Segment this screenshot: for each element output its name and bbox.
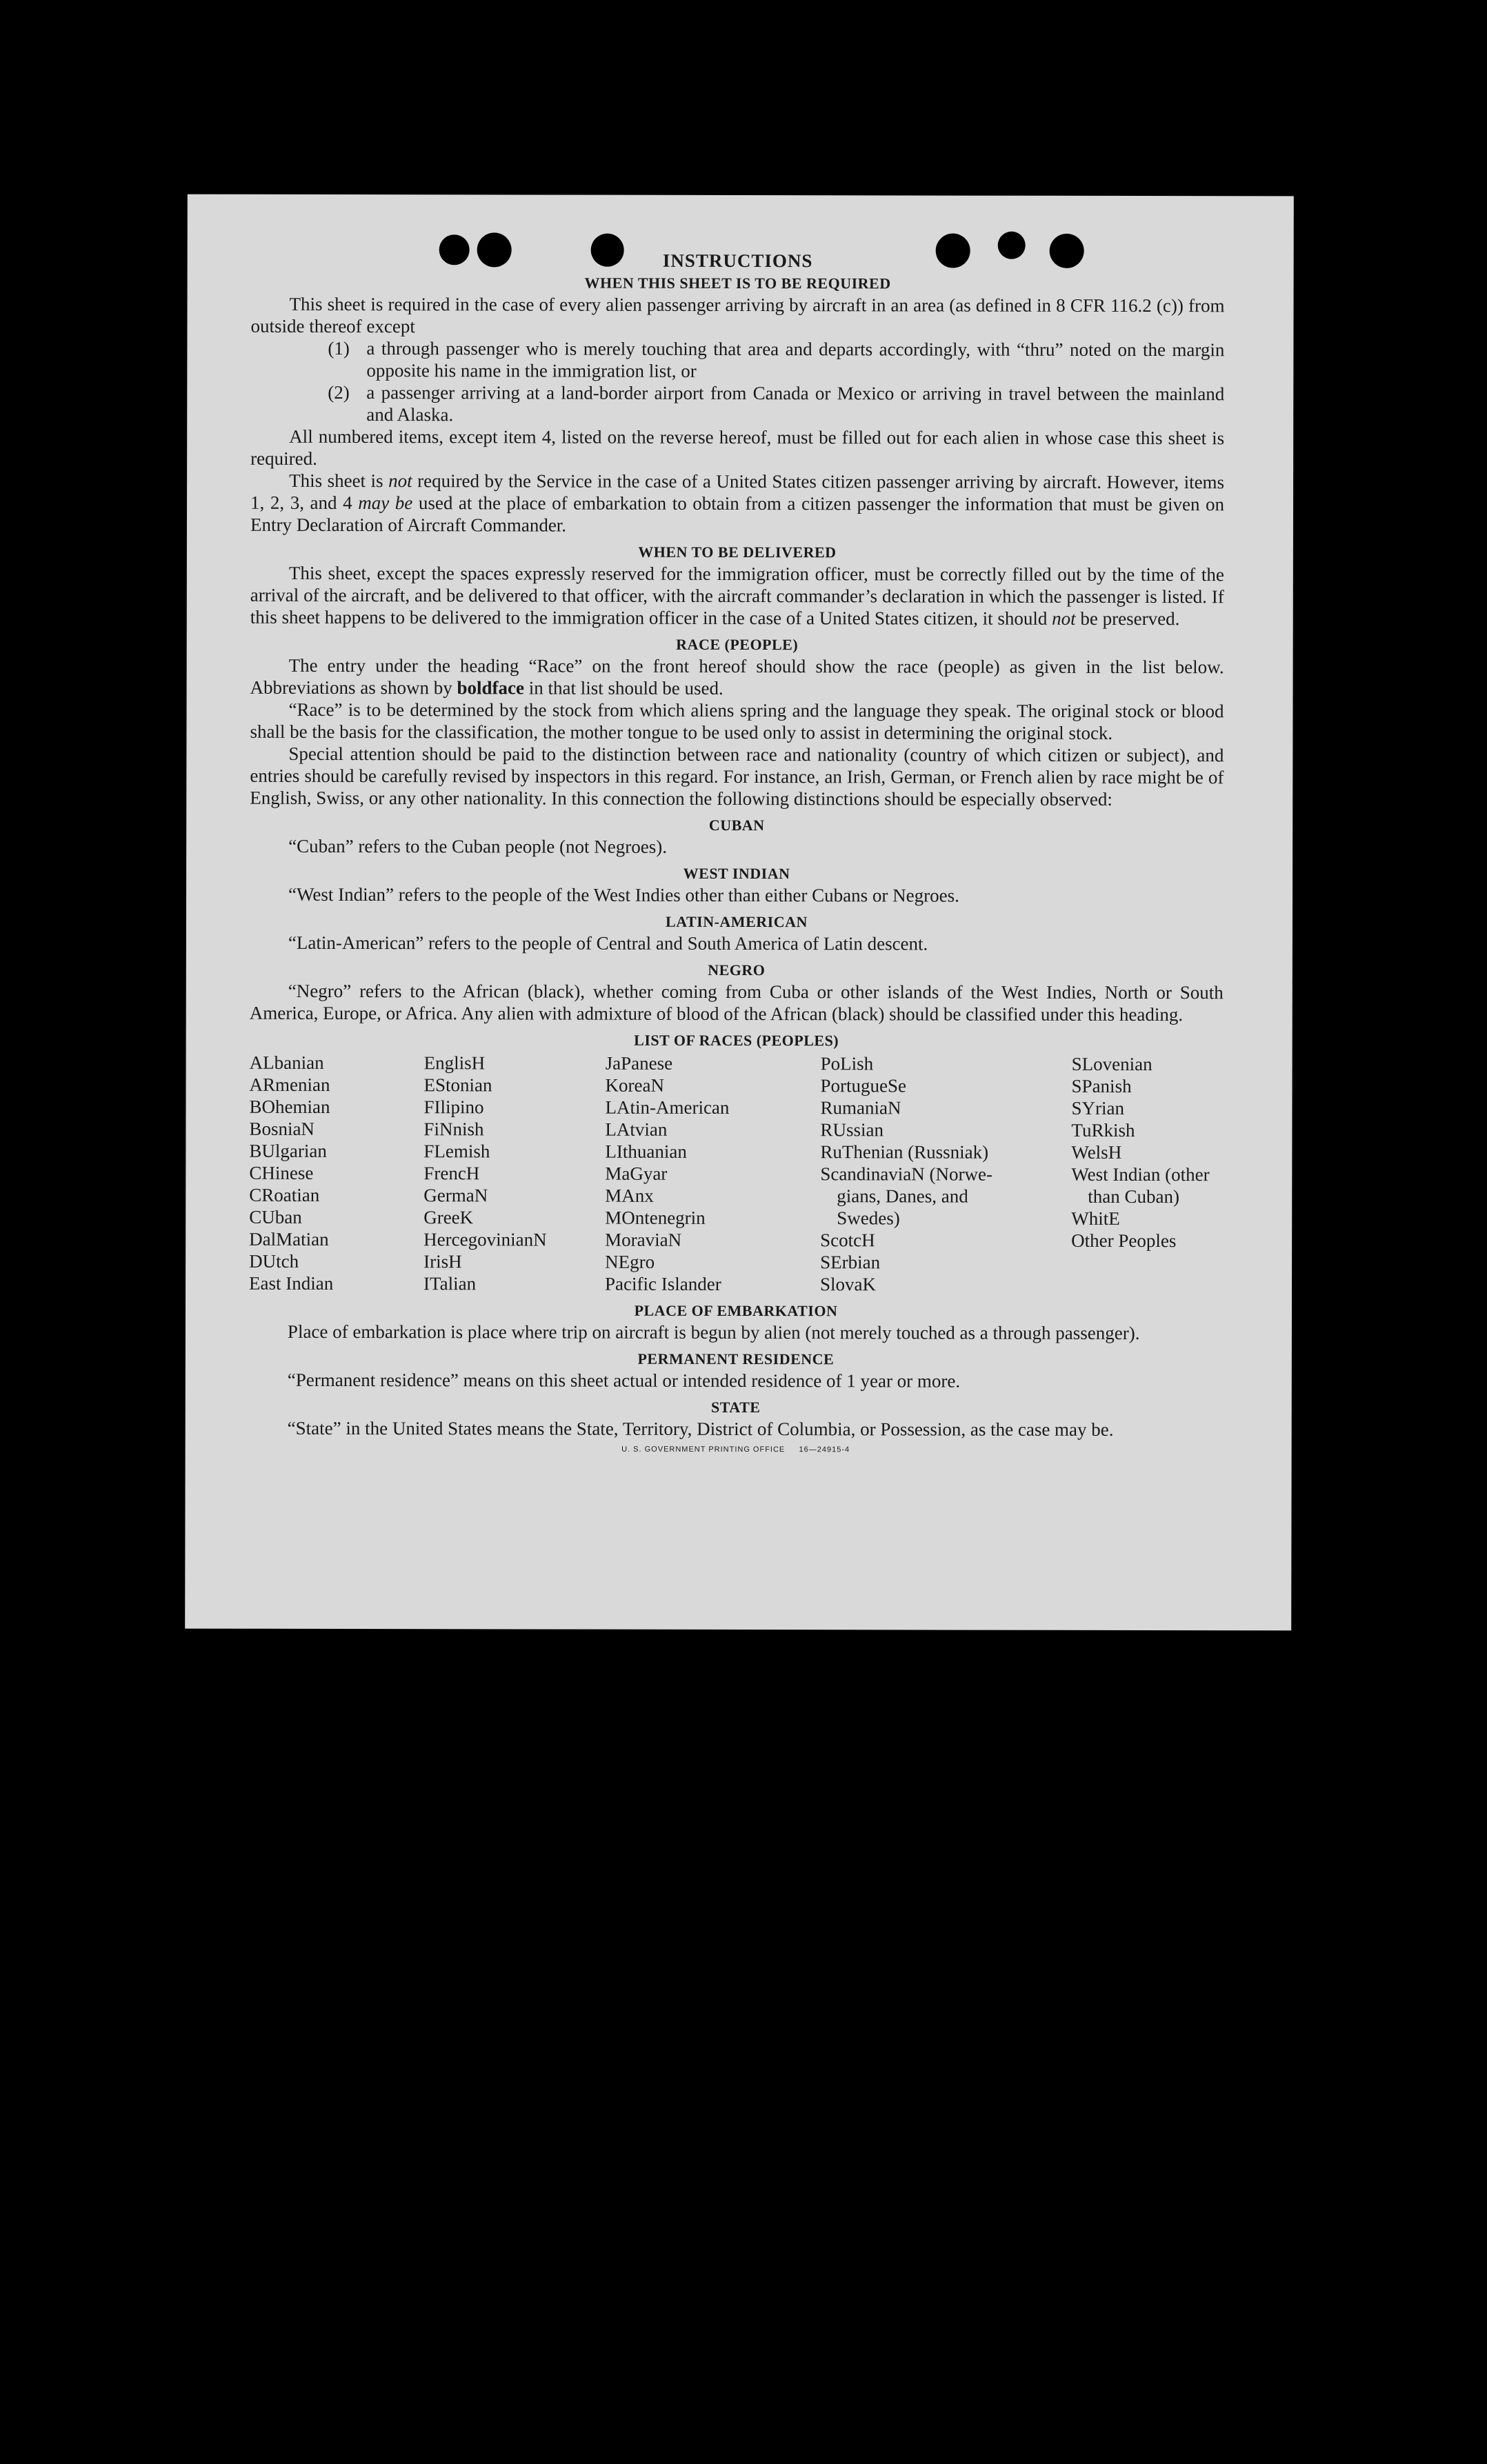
race-entry: PortugueSe [820,1075,907,1096]
race-entry: MaGyar [605,1163,668,1184]
race-entry: ScandinaviaN (Norwe- [820,1163,993,1185]
race-entry: CUban [249,1206,302,1228]
paragraph: This sheet, except the spaces expressly reserved for the immigration officer, must be correctly filled out by the time of the arrival of the aircraft, and be delivered to that officer, with the aircraft commander’s declaration in which the passenger is listed. If this sheet happens to be delivered to the immigration officer in the case of a United States citizen, it should not be preserved. [250,562,1224,630]
paragraph: All numbered items, except item 4, listed on the reverse hereof, must be filled out for each alien in whose case this sheet is required. [250,425,1225,469]
paragraph: This sheet is not required by the Service in the case of a United States citizen passenger arriving by aircraft. However, items 1, 2, 3, and 4 may be used at the place of embarkation to obtain from a citizen passenger the information that must be given on Entry Declaration of Aircraft Commander. [250,470,1225,536]
paragraph: “State” in the United States means the State, Territory, District of Columbia, or Possession, as the case may be. [287,1417,1114,1440]
race-entry: FrencH [423,1163,480,1184]
race-entry: Swedes) [837,1208,900,1229]
race-entry: Other Peoples [1071,1230,1177,1252]
item-number: (2) [328,381,350,403]
race-entry: SPanish [1071,1075,1132,1096]
race-entry: BUlgarian [249,1140,327,1161]
section-heading-race: RACE (PEOPLE) [676,635,799,654]
races-column [249,1052,424,1294]
race-entry: SLovenian [1071,1053,1152,1075]
paragraph: Place of embarkation is place where trip on aircraft is begun by alien (not merely touched as a through passenger). [287,1321,1140,1344]
punch-hole [1050,234,1084,268]
paragraph: “West Indian” refers to the people of the West Indies other than either Cubans or Negroes. [288,883,959,906]
section-heading-residence: PERMANENT RESIDENCE [637,1350,835,1368]
race-entry: SYrian [1071,1097,1125,1119]
race-entry: EStonian [423,1074,492,1096]
race-entry: GermaN [423,1185,488,1206]
section-heading-west-indian: WEST INDIAN [683,864,790,883]
paragraph: Special attention should be paid to the distinction between race and nationality (country of which citizen or subject), and entries should be carefully revised by inspectors in this regard. For instance, an Irish, German, or French alien by race might be of English, Swiss, or any other nationality. In this connection the following distinctions should be especially observed: [250,743,1224,810]
races-list [249,1052,1224,1296]
race-entry: Pacific Islander [605,1273,721,1294]
section-heading-when-required: WHEN THIS SHEET IS TO BE REQUIRED [584,274,891,292]
race-entry: DalMatian [249,1228,329,1250]
list-item [250,381,1224,427]
list-item [250,337,1224,383]
race-entry: ALbanian [249,1052,324,1073]
race-entry: LAtvian [605,1119,668,1140]
race-entry: KoreaN [605,1074,665,1096]
races-column [1071,1053,1224,1296]
race-entry: CHinese [249,1162,314,1183]
race-entry: RUssian [820,1119,884,1141]
race-entry: FIlipino [423,1096,484,1118]
item-text: a through passenger who is merely touching that area and departs accordingly, with “thru” noted on the margin opposite his name in the immigration list, or [366,338,1225,381]
race-entry: LAtin-American [605,1096,730,1118]
section-heading-races-list: LIST OF RACES (PEOPLES) [634,1031,839,1050]
races-column [423,1052,606,1294]
race-entry: LIthuanian [605,1141,687,1162]
paragraph: “Cuban” refers to the Cuban people (not Negroes). [288,835,668,857]
section-heading-negro: NEGRO [708,961,766,979]
paragraph: “Negro” refers to the African (black), whether coming from Cuba or other islands of the West Indies, North or South America, Europe, or Africa. Any alien with admixture of blood of the African (black) should be classified under this heading. [249,980,1224,1025]
paragraph: “Race” is to be determined by the stock from which aliens spring and the language they speak. The original stock or blood shall be the basis for the classification, the mother tongue to be used only to assist in determining the original stock. [250,699,1224,743]
section-heading-cuban: CUBAN [708,816,765,834]
race-entry: SlovaK [820,1274,877,1295]
race-entry: than Cuban) [1088,1185,1180,1208]
section-heading-latin-american: LATIN-AMERICAN [666,912,808,931]
race-entry: East Indian [249,1272,334,1294]
race-entry: EnglisH [423,1052,486,1074]
race-entry: BosniaN [249,1118,315,1139]
race-entry: HercegovinianN [423,1229,547,1250]
item-text: a passenger arriving at a land-border airport from Canada or Mexico or arriving in travel between the mainland and Alaska. [366,382,1225,425]
race-entry: NEgro [605,1251,655,1272]
race-entry: FiNnish [423,1119,484,1140]
race-entry: WelsH [1071,1141,1122,1163]
printer-imprint: U. S. GOVERNMENT PRINTING OFFICE 16—24915-4 [621,1445,850,1454]
race-entry: JaPanese [605,1052,673,1074]
section-heading-state: STATE [711,1398,761,1416]
punch-hole [998,232,1026,259]
race-entry: CRoatian [249,1184,320,1205]
punch-hole [439,234,470,265]
item-number: (1) [328,337,350,359]
races-column [605,1052,821,1296]
race-entry: GreeK [423,1207,474,1228]
race-entry: gians, Danes, and [837,1185,968,1207]
paragraph: “Latin-American” refers to the people of Central and South America of Latin descent. [288,932,928,954]
paragraph: “Permanent residence” means on this sheet actual or intended residence of 1 year or more. [287,1369,961,1392]
punch-hole [477,232,512,267]
race-entry: ARmenian [249,1074,330,1095]
race-entry: MoraviaN [605,1229,682,1250]
race-entry: ScotcH [820,1230,875,1251]
race-entry: IrisH [423,1251,462,1272]
race-entry: SErbian [820,1252,881,1273]
race-entry: WhitE [1071,1208,1120,1229]
page-title: INSTRUCTIONS [662,250,813,272]
race-entry: RumaniaN [820,1097,901,1119]
race-entry: DUtch [249,1250,299,1272]
races-column [820,1052,1072,1296]
section-heading-embarkation: PLACE OF EMBARKATION [634,1301,838,1320]
instruction-sheet [185,194,1294,1631]
race-entry: PoLish [820,1053,874,1074]
punch-hole [591,234,624,267]
race-entry: West Indian (other [1071,1163,1210,1185]
race-entry: TuRkish [1071,1119,1135,1141]
race-entry: RuThenian (Russniak) [820,1141,989,1163]
paragraph: This sheet is required in the case of every alien passenger arriving by aircraft in an area (as defined in 8 CFR 116.2 (c)) from outside thereof except [250,293,1225,337]
race-entry: MAnx [605,1185,654,1206]
punch-hole [936,233,970,268]
race-entry: BOhemian [249,1096,330,1117]
section-heading-when-delivered: WHEN TO BE DELIVERED [638,543,837,561]
race-entry: ITalian [423,1273,477,1294]
paragraph: The entry under the heading “Race” on the front hereof should show the race (people) as given in the list below. Abbreviations as shown by boldface in that list should be used. [250,654,1224,699]
race-entry: FLemish [423,1141,490,1162]
race-entry: MOntenegrin [605,1207,706,1228]
